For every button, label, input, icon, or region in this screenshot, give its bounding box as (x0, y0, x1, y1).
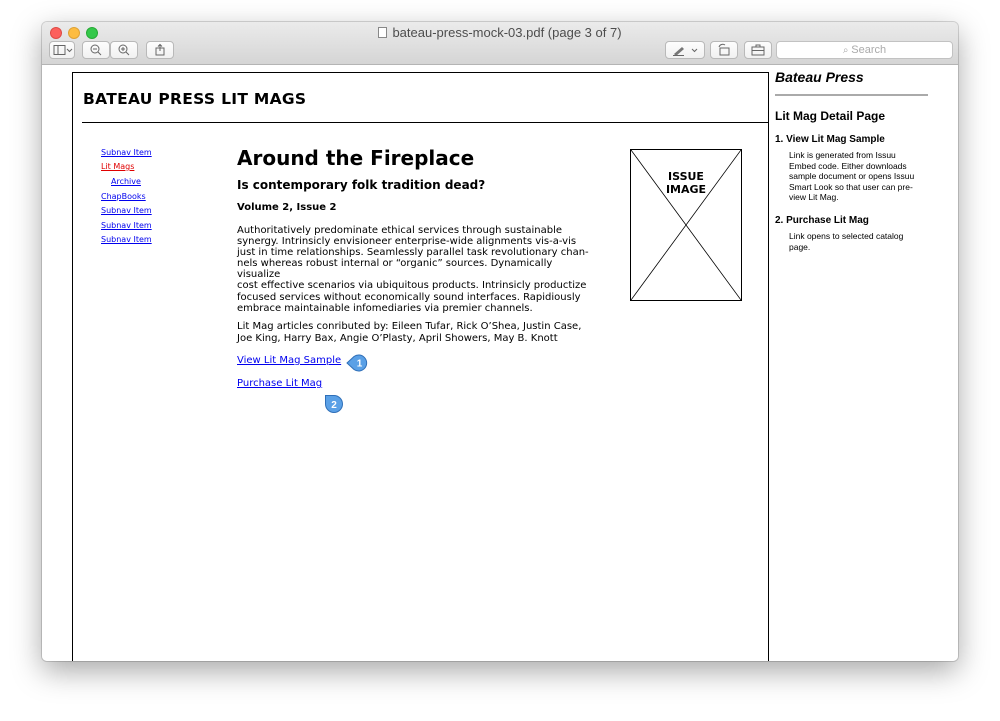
contributors-line: Lit Mag articles conributed by: Eileen Tufar, Rick O’Shea, Justin Case, (237, 321, 582, 332)
description-line: synergy. Intrinsicly envisioneer enterprise-wide alignments vis-a-vis (237, 236, 577, 248)
zoom-out-icon (83, 42, 109, 58)
document-view[interactable] (42, 65, 958, 661)
view-lit-mag-sample-link[interactable]: View Lit Mag Sample (237, 355, 342, 366)
image-label-line: IMAGE (665, 183, 707, 196)
search-icon: ⌕ (842, 45, 852, 56)
note-line: sample document or opens Issuu (789, 171, 915, 181)
mag-description (237, 225, 589, 314)
subnav-item[interactable]: Subnav Item (101, 221, 152, 230)
zoom-out-button[interactable] (82, 41, 110, 59)
note-item-description (789, 150, 934, 203)
note-line: Smart Look so that user can pre- (789, 181, 913, 192)
subnav-item[interactable]: Subnav Item (101, 206, 152, 215)
description-line: embrace maintainable infomediaries via premier channels. (237, 302, 533, 314)
mag-subtitle: Is contemporary folk tradition dead? (237, 178, 486, 192)
toolbox-icon (745, 42, 771, 58)
mag-title: Around the Fireplace (237, 146, 475, 170)
zoom-in-icon (111, 42, 137, 58)
notes-page-heading: Lit Mag Detail Page (775, 109, 886, 123)
search-placeholder: Search (851, 44, 887, 56)
note-item-title: 2. Purchase Lit Mag (775, 215, 869, 226)
callout-marker-1 (345, 353, 371, 373)
note-item-description (789, 231, 934, 252)
pdf-document-icon (378, 27, 387, 38)
note-line: Link opens to selected catalog (789, 231, 904, 241)
pen-icon (666, 42, 704, 58)
rotate-button[interactable] (710, 41, 738, 59)
header-divider (82, 122, 769, 123)
issue-image-placeholder (630, 149, 742, 301)
subnav-item-archive[interactable]: Archive (111, 177, 141, 186)
callout-marker-2 (323, 393, 345, 415)
subnav-item-chapbooks[interactable]: ChapBooks (101, 192, 146, 201)
contributors-line: Joe King, Harry Bax, Angie O’Plasty, April Showers, May B. Knott (237, 332, 558, 344)
notes-divider (775, 94, 928, 96)
note-item-title: 1. View Lit Mag Sample (775, 134, 885, 145)
zoom-in-button[interactable] (110, 41, 138, 59)
callout-number-2: 2 (331, 400, 337, 411)
description-line: nels whereas robust internal or “organic” sources. Dynamically visualize (237, 258, 553, 281)
markup-button[interactable] (665, 41, 705, 59)
issue-image-label (631, 170, 741, 196)
subnav-item[interactable]: Subnav Item (101, 148, 152, 157)
contributors-text (237, 321, 589, 344)
window-title-text: bateau-press-mock-03.pdf (page 3 of 7) (392, 25, 622, 40)
note-line: view Lit Mag. (789, 192, 839, 202)
wireframe-page (72, 72, 769, 661)
sidebar-toggle-button[interactable] (49, 41, 75, 59)
note-line: page. (789, 241, 811, 252)
description-line: cost effective scenarios via ubiquitous products. Intrinsicly productize (237, 280, 587, 292)
share-button[interactable] (146, 41, 174, 59)
toolbox-button[interactable] (744, 41, 772, 59)
description-line: Authoritatively predominate ethical services through sustainable (237, 225, 563, 236)
preview-window (42, 22, 958, 661)
description-line: just in time relationships. Seamlessly parallel task revolutionary chan- (237, 247, 589, 259)
notes-brand: Bateau Press (775, 69, 864, 85)
rotate-icon (711, 42, 737, 58)
search-field[interactable] (776, 41, 953, 59)
callout-number-1: 1 (356, 358, 363, 370)
note-line: Embed code. Either downloads (789, 160, 907, 171)
purchase-lit-mag-link[interactable]: Purchase Lit Mag (237, 378, 323, 389)
subnav-item[interactable]: Subnav Item (101, 235, 152, 244)
window-title (42, 25, 958, 40)
title-bar[interactable] (42, 22, 958, 65)
site-title: BATEAU PRESS LIT MAGS (83, 90, 307, 108)
issue-label: Volume 2, Issue 2 (237, 202, 337, 213)
image-label-line: ISSUE (668, 170, 704, 183)
note-line: Link is generated from Issuu (789, 150, 896, 160)
share-icon (147, 42, 173, 58)
subnav-item-lit-mags[interactable]: Lit Mags (101, 162, 135, 171)
sidebar-icon (50, 42, 74, 58)
description-line: focused services without economically sound interfaces. Rapidiously (237, 291, 581, 303)
